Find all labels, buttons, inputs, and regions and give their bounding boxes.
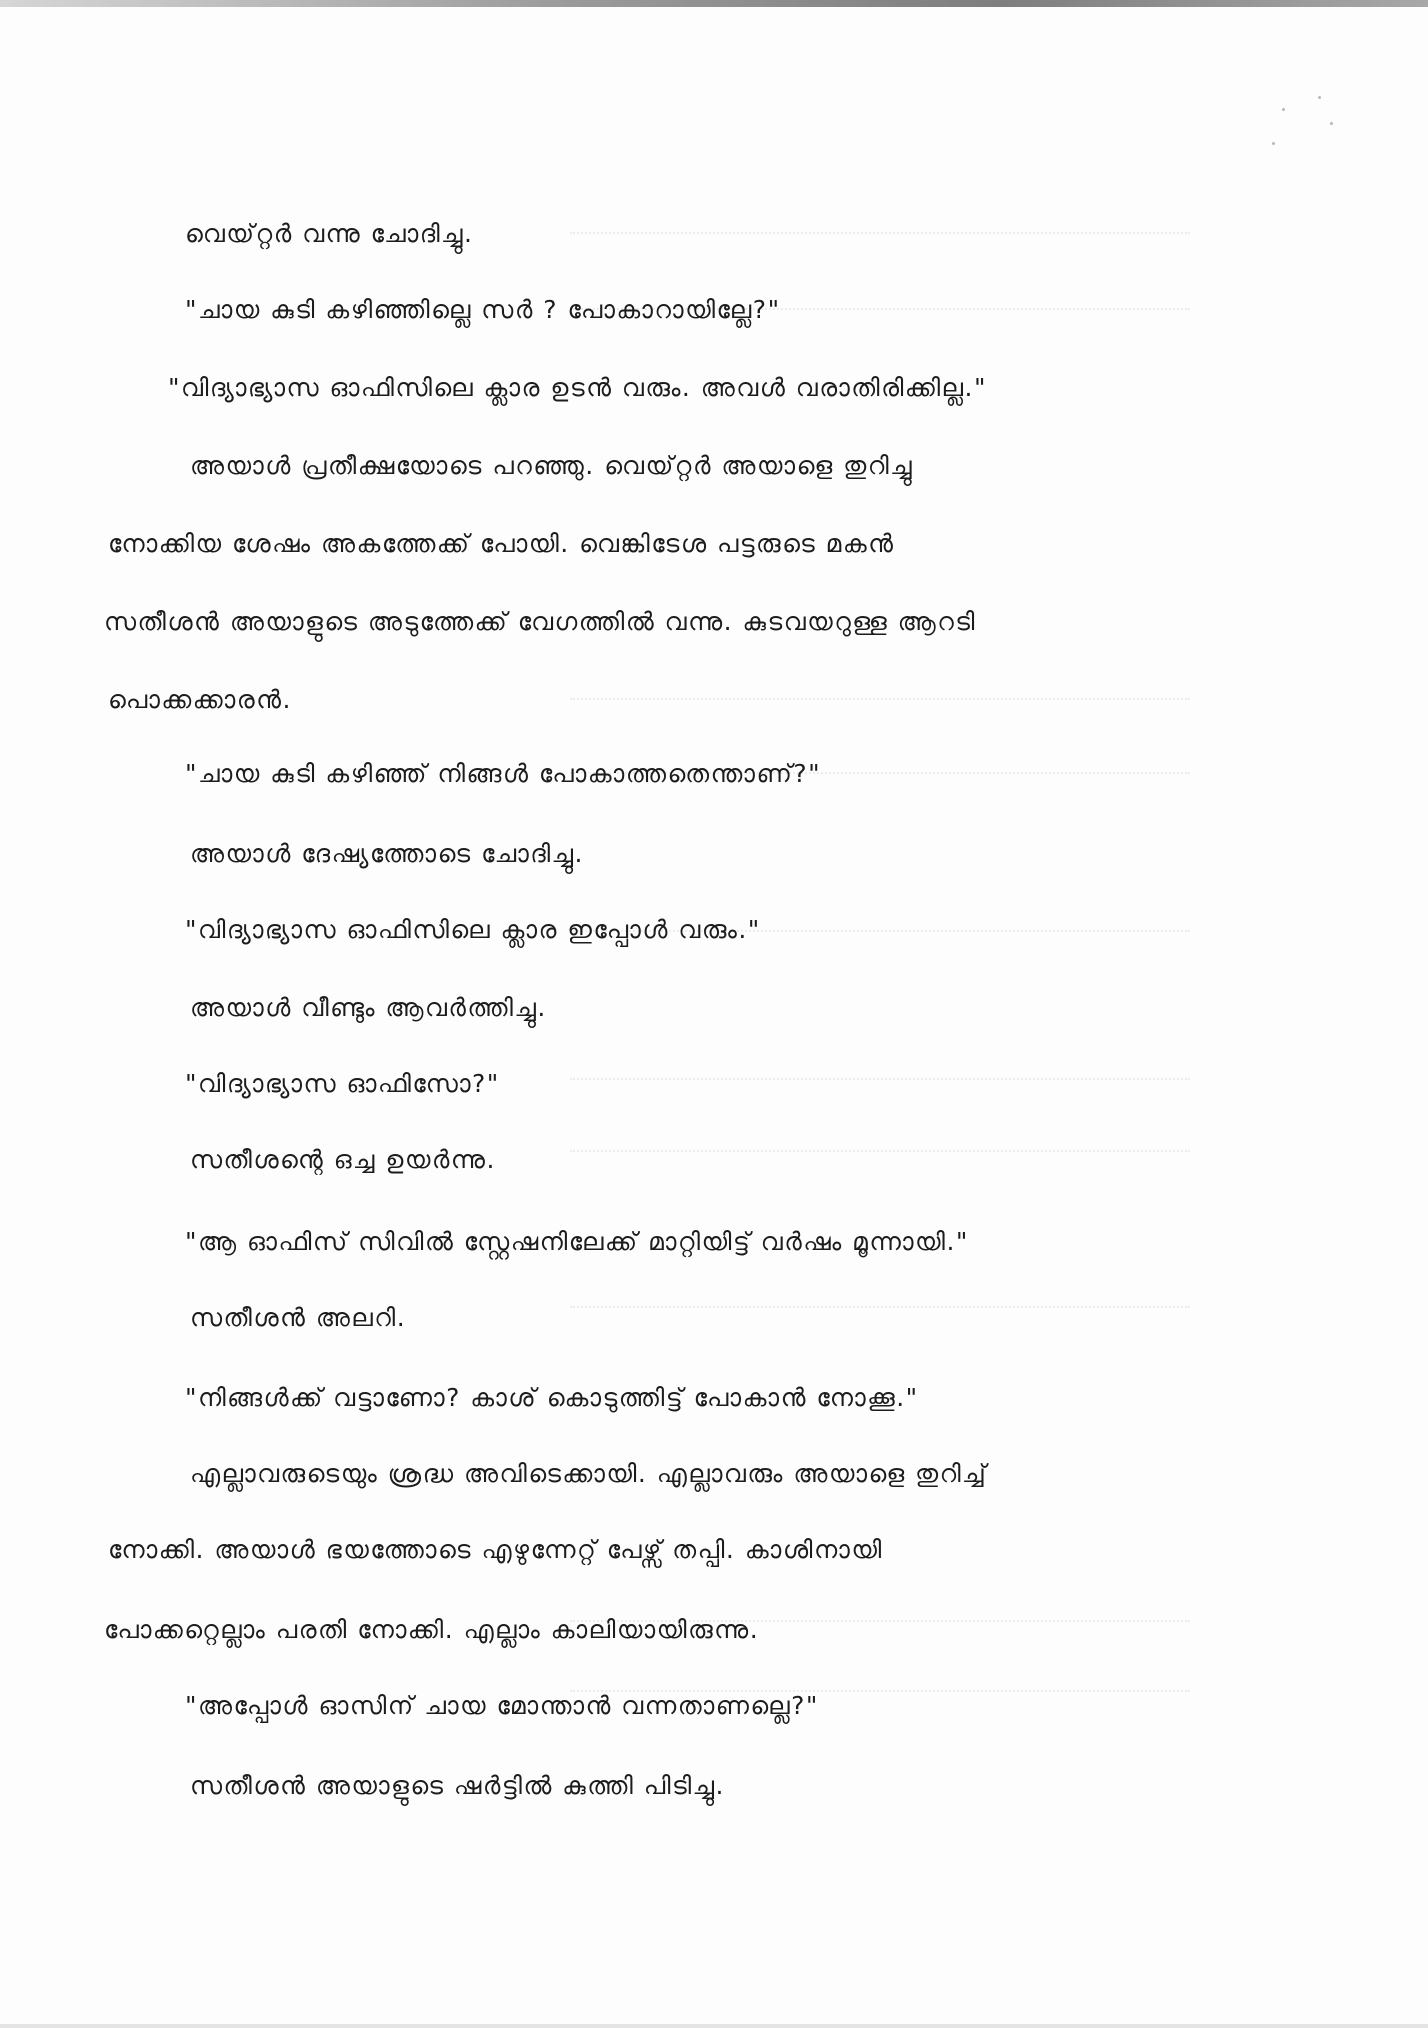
text-line: അയാൾ വീണ്ടും ആവർത്തിച്ചു.	[190, 993, 547, 1022]
text-line: "ആ ഓഫിസ് സിവിൽ സ്റ്റേഷനിലേക്ക് മാറ്റിയിട്ട് വർഷം മൂന്നായി."	[185, 1227, 969, 1256]
text-line: സതീശന്റെ ഒച്ച ഉയർന്നു.	[190, 1145, 496, 1174]
text-line: വെയ്റ്റർ വന്നു ചോദിച്ചു.	[185, 219, 474, 248]
scan-bottom-edge	[0, 2024, 1428, 2028]
paper-speck	[1272, 142, 1275, 145]
text-line: "നിങ്ങൾക്ക് വട്ടാണോ? കാശ് കൊടുത്തിട്ട് പോകാൻ നോക്കൂ."	[185, 1383, 919, 1412]
text-line: "ചായ കുടി കഴിഞ്ഞ് നിങ്ങൾ പോകാത്തതെന്താണ്?"	[185, 759, 822, 788]
text-line: അയാൾ പ്രതീക്ഷയോടെ പറഞ്ഞു. വെയ്റ്റർ അയാളെ തുറിച്ചു	[190, 451, 914, 480]
text-line: "ചായ കുടി കഴിഞ്ഞില്ലെ സർ ? പോകാറായില്ലേ?"	[185, 295, 781, 324]
text-line: "അപ്പോൾ ഓസിന് ചായ മോന്താൻ വന്നതാണല്ലെ?"	[185, 1691, 819, 1720]
text-line: എല്ലാവരുടെയും ശ്രദ്ധ അവിടെക്കായി. എല്ലാവരും അയാളെ തുറിച്ച്	[190, 1459, 988, 1488]
paper-speck	[1282, 108, 1285, 111]
show-through-marks	[570, 698, 1190, 710]
text-line: "വിദ്യാഭ്യാസ ഓഫിസോ?"	[185, 1069, 500, 1098]
show-through-marks	[570, 1150, 1190, 1162]
scan-top-edge	[0, 0, 1428, 7]
paper-speck	[1330, 122, 1333, 125]
text-line: പോക്കറ്റെല്ലാം പരതി നോക്കി. എല്ലാം കാലിയായിരുന്നു.	[104, 1615, 760, 1644]
text-line: സതീശൻ അലറി.	[190, 1303, 407, 1332]
text-line: അയാൾ ദേഷ്യത്തോടെ ചോദിച്ചു.	[190, 839, 584, 868]
text-line: സതീശൻ അയാളുടെ ഷർട്ടിൽ കുത്തി പിടിച്ചു.	[190, 1771, 725, 1800]
show-through-marks	[570, 1078, 1190, 1090]
show-through-marks	[570, 1306, 1190, 1318]
text-line: നോക്കി. അയാൾ ഭയത്തോടെ എഴുന്നേറ്റ് പേഴ്സ് തപ്പി. കാശിനായി	[108, 1535, 883, 1564]
text-line: സതീശൻ അയാളുടെ അടുത്തേക്ക് വേഗത്തിൽ വന്നു. കുടവയറുള്ള ആറടി	[104, 607, 976, 636]
text-line: "വിദ്യാഭ്യാസ ഓഫിസിലെ ക്ലാര ഉടൻ വരും. അവൾ വരാതിരിക്കില്ല."	[168, 373, 987, 402]
text-line: "വിദ്യാഭ്യാസ ഓഫിസിലെ ക്ലാര ഇപ്പോൾ വരും."	[185, 915, 761, 944]
paper-speck	[1318, 96, 1321, 99]
show-through-marks	[570, 232, 1190, 244]
text-line: നോക്കിയ ശേഷം അകത്തേക്ക് പോയി. വെങ്കിടേശ പട്ടരുടെ മകൻ	[108, 529, 895, 558]
text-line: പൊക്കക്കാരൻ.	[108, 685, 292, 714]
